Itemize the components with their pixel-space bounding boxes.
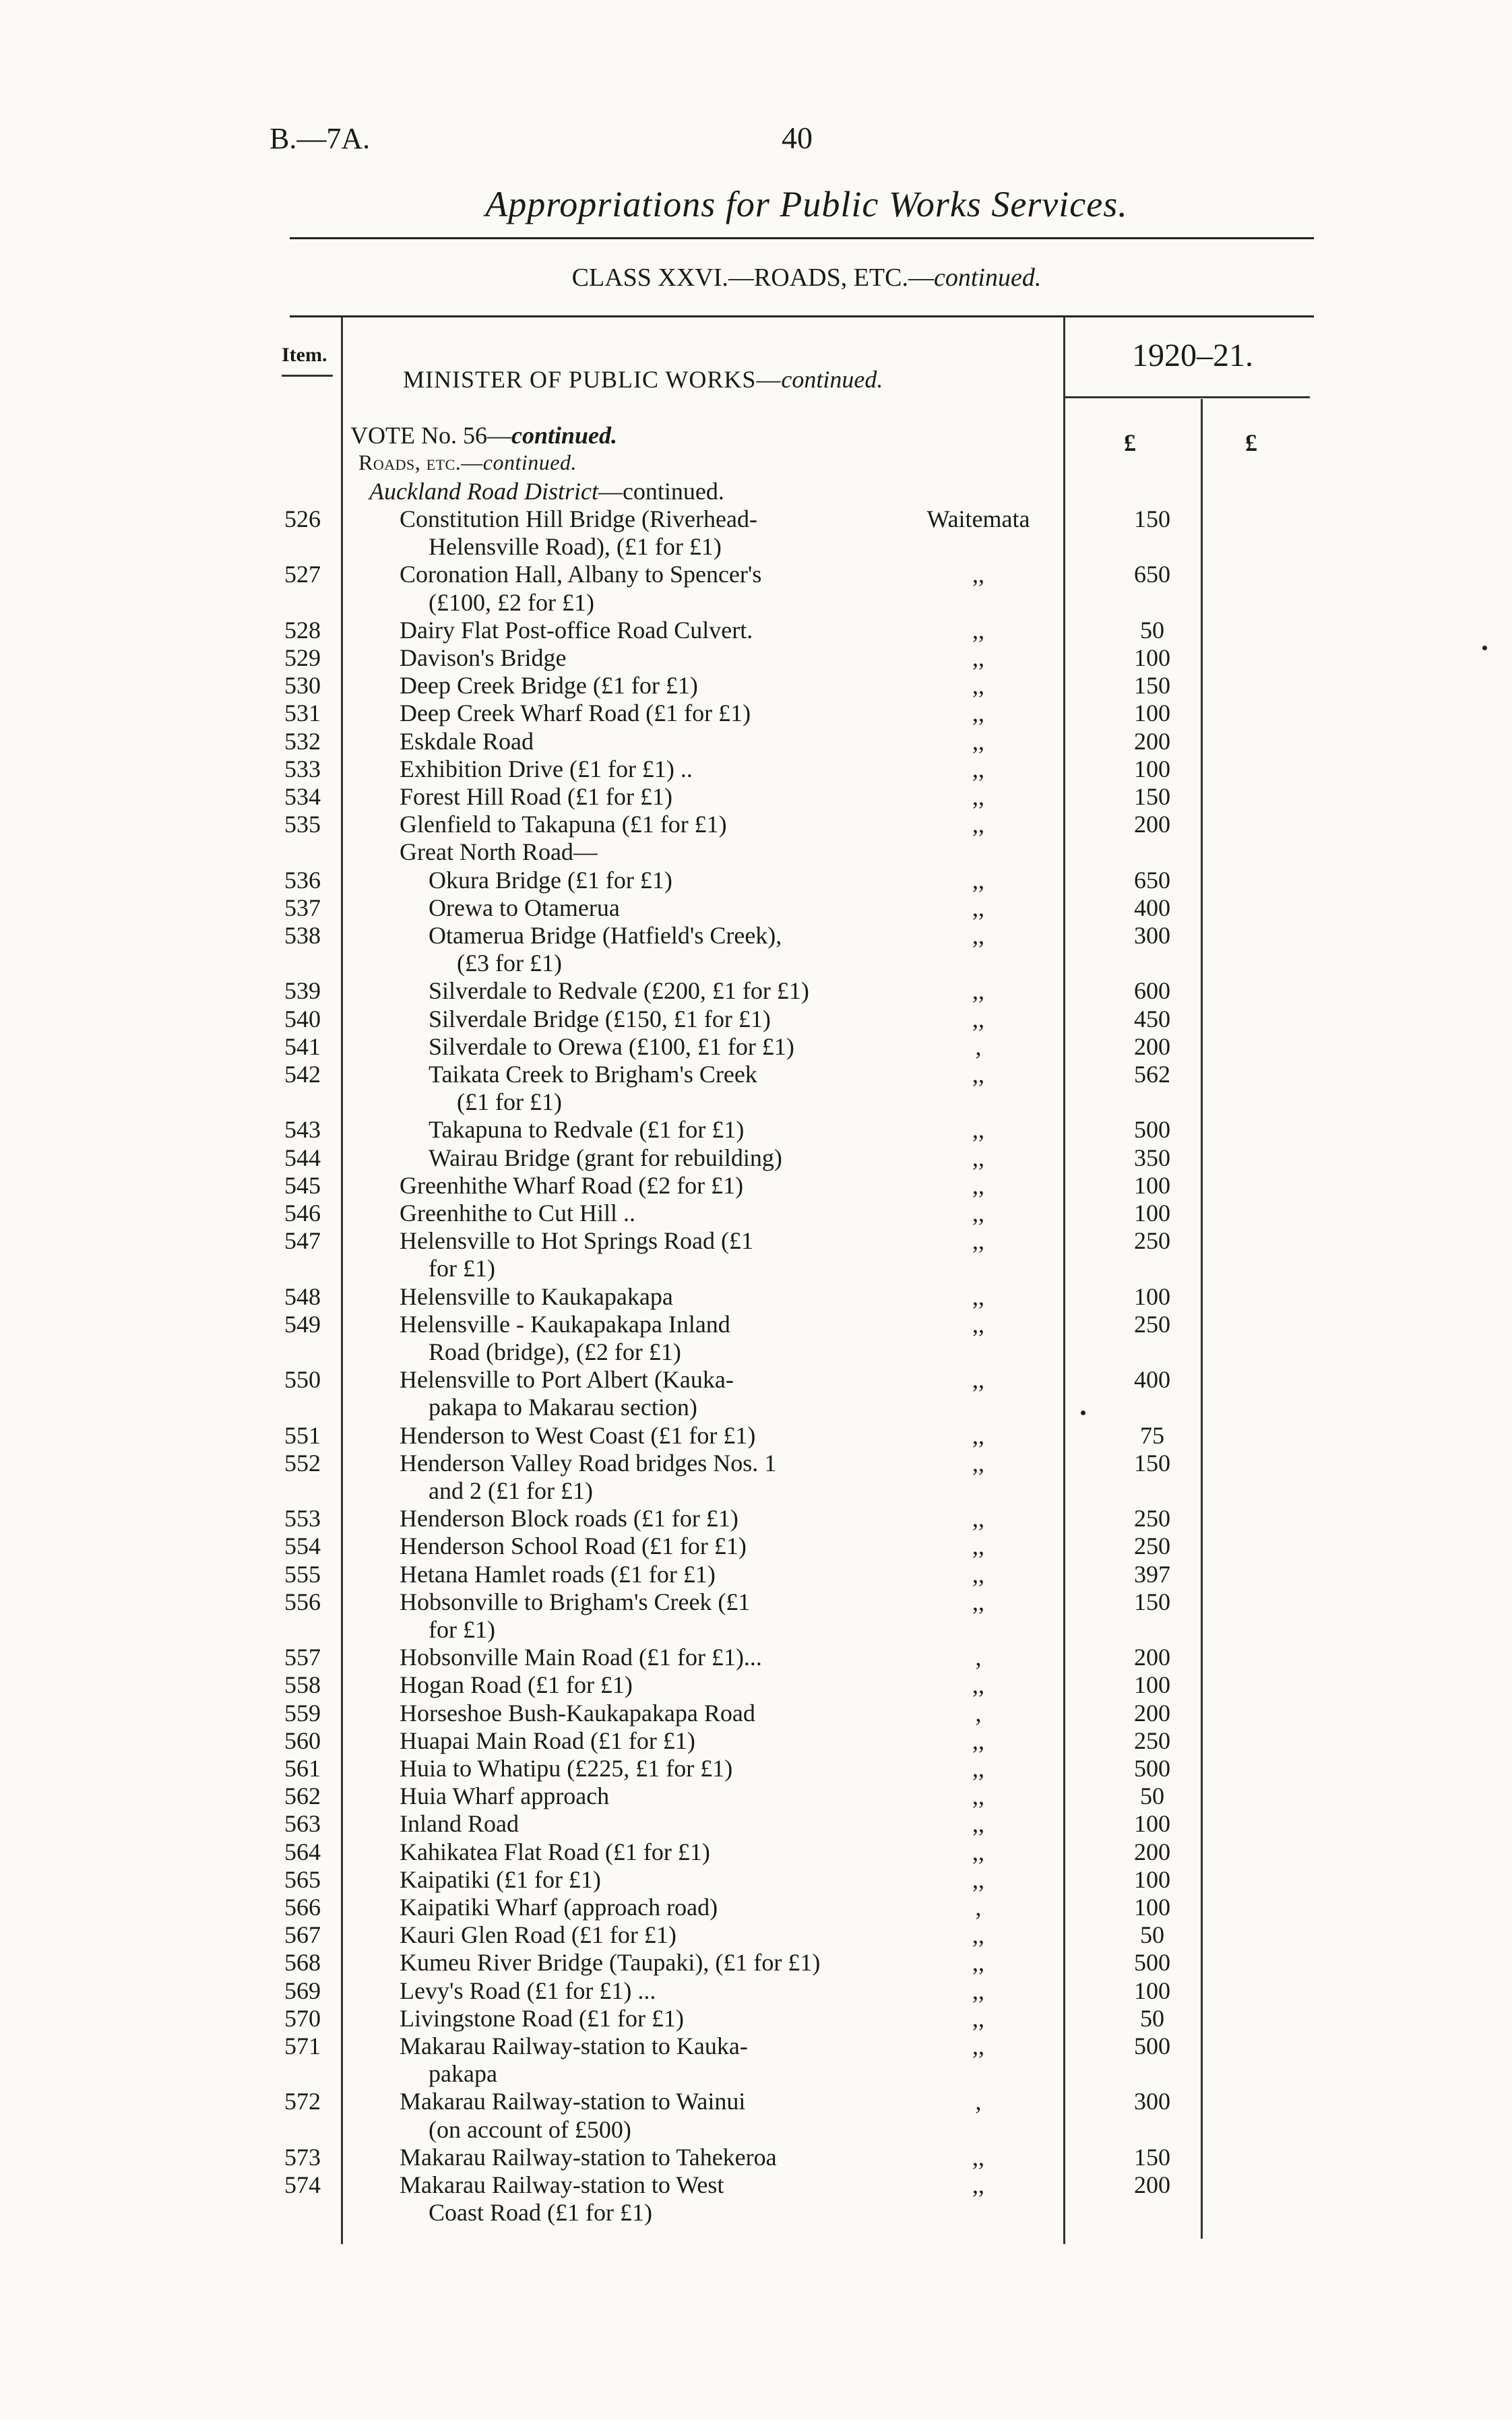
district-ditto: ,, (972, 1865, 984, 1893)
amount-value: 75 (1140, 1421, 1164, 1449)
vote-label: VOTE No. 56— (350, 422, 511, 449)
district-ditto: , (975, 1644, 982, 1671)
item-number: 565 (284, 1865, 321, 1893)
amount-value: 397 (1134, 1560, 1170, 1588)
item-description: Greenhithe to Cut Hill .. (400, 1200, 635, 1227)
item-description: Orewa to Otamerua (429, 894, 620, 921)
district-ditto: ,, (972, 1838, 984, 1865)
amount-value: 300 (1134, 922, 1170, 949)
district-ditto: ,, (972, 866, 984, 894)
item-description: Silverdale to Orewa (£100, £1 for £1) (429, 1032, 794, 1060)
item-number: 553 (284, 1505, 321, 1532)
item-number: 544 (284, 1144, 321, 1171)
page-speck (1081, 1410, 1085, 1415)
item-number: 526 (284, 505, 321, 532)
item-number: 546 (284, 1200, 321, 1227)
district-ditto: ,, (972, 1977, 984, 2004)
district-ditto: ,, (972, 644, 984, 671)
district-ditto: ,, (972, 2033, 984, 2059)
item-description: Hetana Hamlet roads (£1 for £1) (400, 1560, 716, 1588)
district-ditto: ,, (972, 2004, 984, 2032)
item-number: 536 (284, 866, 321, 894)
item-number: 531 (284, 700, 321, 727)
item-description-continued: for £1) (429, 1255, 495, 1282)
item-description: Horseshoe Bush-Kaukapakapa Road (400, 1699, 755, 1727)
amount-value: 100 (1134, 1671, 1170, 1699)
currency-symbol-2: £ (1245, 429, 1257, 456)
amount-column-divider (1063, 317, 1065, 2244)
district-ditto: ,, (972, 1171, 984, 1199)
item-description-continued: Coast Road (£1 for £1) (429, 2199, 652, 2227)
item-description: Kaipatiki Wharf (approach road) (400, 1894, 718, 1921)
district-ditto: ,, (972, 1144, 984, 1171)
item-column-divider (341, 317, 343, 2244)
item-number: 569 (284, 1977, 321, 2004)
district-ditto: ,, (972, 616, 984, 644)
item-description: Takapuna to Redvale (£1 for £1) (429, 1116, 745, 1144)
item-description: Kahikatea Flat Road (£1 for £1) (400, 1838, 710, 1865)
district-name: Auckland Road District (369, 478, 598, 505)
table-top-rule (290, 315, 1314, 317)
amount-value: 50 (1140, 1921, 1164, 1949)
district-heading (369, 477, 724, 505)
district-ditto: ,, (972, 1560, 984, 1588)
item-number: 539 (284, 977, 321, 1005)
item-description: Huia Wharf approach (400, 1782, 610, 1810)
item-description: Helensville to Port Albert (Kauka- (400, 1366, 734, 1394)
item-description: Henderson School Road (£1 for £1) (400, 1532, 747, 1560)
ministry-heading-main: MINISTER OF PUBLIC WORKS— (403, 366, 782, 393)
item-description: Makarau Railway-station to West (400, 2171, 724, 2198)
district-continued: —continued. (598, 478, 724, 505)
class-heading (0, 263, 1512, 292)
district-ditto: ,, (972, 1671, 984, 1699)
amount-value: 650 (1134, 561, 1170, 588)
amount-value: 100 (1134, 1865, 1170, 1893)
district-ditto: ,, (972, 1727, 984, 1754)
item-description-continued: pakapa to Makarau section) (429, 1394, 697, 1421)
district-ditto: ,, (972, 1366, 984, 1394)
item-number: 540 (284, 1005, 321, 1032)
item-description: Henderson Valley Road bridges Nos. 1 (400, 1449, 777, 1477)
document-reference: B.—7A. (270, 122, 371, 155)
item-description: Silverdale Bridge (£150, £1 for £1) (429, 1005, 771, 1032)
item-description: Deep Creek Wharf Road (£1 for £1) (400, 700, 751, 727)
amount-value: 100 (1134, 1282, 1170, 1310)
item-description: Levy's Road (£1 for £1) ... (400, 1977, 656, 2004)
amount-value: 350 (1134, 1144, 1170, 1171)
district-ditto: ,, (972, 1061, 984, 1088)
amount-value: 50 (1140, 616, 1164, 644)
item-number: 567 (284, 1921, 321, 1949)
page-title: Appropriations for Public Works Services. (485, 184, 1128, 224)
amount-value: 650 (1134, 866, 1170, 894)
item-number: 527 (284, 561, 321, 588)
district-ditto: ,, (972, 1588, 984, 1615)
item-number: 545 (284, 1171, 321, 1199)
item-number: 529 (284, 644, 321, 671)
item-number: 555 (284, 1560, 321, 1588)
amount-value: 100 (1134, 1200, 1170, 1227)
class-heading-continued: continued. (933, 263, 1042, 292)
amount-value: 100 (1134, 1977, 1170, 2004)
amount-value: 150 (1134, 2143, 1170, 2171)
district-ditto: , (975, 1894, 982, 1921)
item-description-continued: (£3 for £1) (457, 950, 562, 977)
item-description: Coronation Hall, Albany to Spencer's (400, 561, 762, 588)
district-ditto: ,, (972, 1921, 984, 1949)
district-ditto: ,, (972, 1755, 984, 1782)
item-number: 541 (284, 1032, 321, 1060)
title-rule (290, 237, 1314, 239)
item-number: 542 (284, 1061, 321, 1088)
district-ditto: Waitemata (926, 505, 1030, 532)
item-number: 562 (284, 1782, 321, 1810)
item-number: 551 (284, 1421, 321, 1449)
district-ditto: ,, (972, 2143, 984, 2171)
item-number: 571 (284, 2033, 321, 2059)
district-ditto: ,, (972, 1505, 984, 1532)
amount-value: 200 (1134, 1644, 1170, 1671)
amount-value: 500 (1134, 1949, 1170, 1977)
item-description: Makarau Railway-station to Tahekeroa (400, 2143, 777, 2171)
roads-label: Roads, etc.— (358, 450, 483, 474)
amount-value: 200 (1134, 727, 1170, 755)
item-number: 572 (284, 2088, 321, 2115)
district-ditto: ,, (972, 727, 984, 755)
item-number: 568 (284, 1949, 321, 1977)
item-description: Kumeu River Bridge (Taupaki), (£1 for £1) (400, 1949, 821, 1977)
item-number: 559 (284, 1699, 321, 1727)
item-description: Makarau Railway-station to Wainui (400, 2088, 746, 2115)
vote-heading (350, 421, 617, 449)
item-number: 556 (284, 1588, 321, 1615)
amount-value: 100 (1134, 1171, 1170, 1199)
item-description: Dairy Flat Post-office Road Culvert. (400, 616, 753, 644)
item-description: Hogan Road (£1 for £1) (400, 1671, 633, 1699)
district-ditto: ,, (972, 1949, 984, 1977)
amount-value: 500 (1134, 1755, 1170, 1782)
district-ditto: ,, (972, 1782, 984, 1810)
amount-value: 200 (1134, 1032, 1170, 1060)
item-number: 532 (284, 727, 321, 755)
amount-value: 100 (1134, 755, 1170, 782)
item-description-continued: (£100, £2 for £1) (429, 588, 594, 616)
amount-value: 500 (1134, 2033, 1170, 2059)
amount-value: 250 (1134, 1532, 1170, 1560)
item-description: Glenfield to Takapuna (£1 for £1) (400, 811, 727, 838)
amount-value: 100 (1134, 1894, 1170, 1921)
item-number: 530 (284, 672, 321, 700)
district-ditto: , (975, 1032, 982, 1060)
item-number: 552 (284, 1449, 321, 1477)
amount-value: 600 (1134, 977, 1170, 1005)
item-description-continued: for £1) (429, 1616, 495, 1643)
item-number: 548 (284, 1282, 321, 1310)
item-description: Wairau Bridge (grant for rebuilding) (429, 1144, 782, 1171)
item-column-header: Item. (282, 344, 327, 366)
item-description: Davison's Bridge (400, 644, 567, 671)
amount-value: 450 (1134, 1005, 1170, 1032)
district-ditto: ,, (972, 811, 984, 838)
district-ditto: ,, (972, 783, 984, 810)
district-ditto: ,, (972, 1449, 984, 1477)
item-description-continued: (on account of £500) (429, 2115, 631, 2143)
amount-value: 200 (1134, 811, 1170, 838)
class-heading-main: CLASS XXVI.—ROADS, ETC.— (571, 263, 934, 292)
item-number: 574 (284, 2171, 321, 2198)
item-number: 547 (284, 1227, 321, 1255)
item-number: 557 (284, 1644, 321, 1671)
amount-value: 500 (1134, 1116, 1170, 1144)
currency-symbol-1: £ (1124, 429, 1136, 456)
item-description: Makarau Railway-station to Kauka- (400, 2033, 748, 2059)
item-number: 550 (284, 1366, 321, 1394)
item-number: 549 (284, 1310, 321, 1338)
item-description: Great North Road— (400, 838, 598, 866)
item-number: 533 (284, 755, 321, 782)
item-number: 534 (284, 783, 321, 810)
item-number: 566 (284, 1894, 321, 1921)
amount-value: 100 (1134, 700, 1170, 727)
amount-value: 250 (1134, 1310, 1170, 1338)
item-number: 564 (284, 1838, 321, 1865)
district-ditto: ,, (972, 1005, 984, 1032)
item-description: Helensville - Kaukapakapa Inland (400, 1310, 730, 1338)
vote-continued: continued. (511, 422, 618, 449)
item-description: Eskdale Road (400, 727, 534, 755)
item-number: 573 (284, 2143, 321, 2171)
district-ditto: ,, (972, 1227, 984, 1255)
amount-value: 150 (1134, 1449, 1170, 1477)
district-ditto: ,, (972, 755, 984, 782)
page-speck (1482, 646, 1487, 650)
amount-value: 400 (1134, 894, 1170, 921)
item-number: 543 (284, 1116, 321, 1144)
district-ditto: ,, (972, 1532, 984, 1560)
item-number: 554 (284, 1532, 321, 1560)
amount-value: 150 (1134, 783, 1170, 810)
ministry-heading (403, 365, 883, 394)
amount-value: 200 (1134, 2171, 1170, 2198)
amount-value: 200 (1134, 1699, 1170, 1727)
amount-value: 562 (1134, 1061, 1170, 1088)
item-number: 563 (284, 1810, 321, 1838)
amount-value: 250 (1134, 1727, 1170, 1754)
item-description-continued: pakapa (429, 2060, 497, 2088)
district-ditto: ,, (972, 1810, 984, 1838)
item-description-continued: Road (bridge), (£2 for £1) (429, 1338, 681, 1365)
page-number: 40 (782, 121, 813, 155)
year-heading: 1920–21. (1132, 338, 1253, 373)
item-description: Taikata Creek to Brigham's Creek (429, 1061, 757, 1088)
amount-value: 50 (1140, 1782, 1164, 1810)
item-number: 537 (284, 894, 321, 921)
district-ditto: ,, (972, 1421, 984, 1449)
roads-subheading (358, 450, 577, 475)
item-header-rule (282, 375, 333, 377)
item-description: Exhibition Drive (£1 for £1) .. (400, 755, 693, 782)
item-description: Henderson Block roads (£1 for £1) (400, 1505, 738, 1532)
amount-value: 250 (1134, 1505, 1170, 1532)
ministry-heading-continued: continued. (781, 366, 883, 393)
item-description-continued: (£1 for £1) (457, 1088, 562, 1116)
amount-value: 250 (1134, 1227, 1170, 1255)
currency-column-divider (1201, 399, 1203, 2239)
district-ditto: ,, (972, 561, 984, 588)
amount-value: 150 (1134, 1588, 1170, 1615)
item-description: Forest Hill Road (£1 for £1) (400, 783, 672, 810)
item-description: Hobsonville to Brigham's Creek (£1 (400, 1588, 751, 1615)
item-description: Otamerua Bridge (Hatfield's Creek), (429, 922, 782, 949)
item-description: Livingstone Road (£1 for £1) (400, 2004, 684, 2032)
amount-value: 200 (1134, 1838, 1170, 1865)
item-description: Deep Creek Bridge (£1 for £1) (400, 672, 698, 700)
district-ditto: ,, (972, 700, 984, 727)
item-description: Greenhithe Wharf Road (£2 for £1) (400, 1171, 744, 1199)
item-number: 538 (284, 922, 321, 949)
item-description: Kauri Glen Road (£1 for £1) (400, 1921, 676, 1949)
item-description: Okura Bridge (£1 for £1) (429, 866, 672, 894)
item-description: Helensville to Kaukapakapa (400, 1282, 673, 1310)
item-description: Hobsonville Main Road (£1 for £1)... (400, 1644, 762, 1671)
amount-value: 150 (1134, 505, 1170, 532)
district-ditto: ,, (972, 1200, 984, 1227)
district-ditto: , (975, 2088, 982, 2115)
item-description-continued: and 2 (£1 for £1) (429, 1477, 593, 1504)
district-ditto: ,, (972, 1116, 984, 1144)
item-description: Inland Road (400, 1810, 519, 1838)
item-description: Huia to Whatipu (£225, £1 for £1) (400, 1755, 733, 1782)
roads-continued: continued. (482, 450, 577, 474)
amount-value: 300 (1134, 2088, 1170, 2115)
district-ditto: ,, (972, 894, 984, 921)
district-ditto: ,, (972, 2171, 984, 2198)
district-ditto: ,, (972, 977, 984, 1005)
district-ditto: ,, (972, 922, 984, 949)
amount-value: 100 (1134, 644, 1170, 671)
item-number: 528 (284, 616, 321, 644)
item-description: Henderson to West Coast (£1 for £1) (400, 1421, 756, 1449)
amount-value: 100 (1134, 1810, 1170, 1838)
item-number: 558 (284, 1671, 321, 1699)
amount-value: 150 (1134, 672, 1170, 700)
item-description: Kaipatiki (£1 for £1) (400, 1865, 601, 1893)
item-number: 570 (284, 2004, 321, 2032)
item-number: 535 (284, 811, 321, 838)
amount-value: 400 (1134, 1366, 1170, 1394)
item-description: Helensville to Hot Springs Road (£1 (400, 1227, 753, 1255)
district-ditto: ,, (972, 1282, 984, 1310)
item-description: Constitution Hill Bridge (Riverhead- (400, 505, 757, 532)
item-description: Silverdale to Redvale (£200, £1 for £1) (429, 977, 809, 1005)
amount-value: 50 (1140, 2004, 1164, 2032)
district-ditto: ,, (972, 672, 984, 700)
district-ditto: ,, (972, 1310, 984, 1338)
district-ditto: , (975, 1699, 982, 1727)
item-number: 561 (284, 1755, 321, 1782)
item-description: Huapai Main Road (£1 for £1) (400, 1727, 695, 1754)
item-description-continued: Helensville Road), (£1 for £1) (429, 533, 722, 561)
item-number: 560 (284, 1727, 321, 1754)
year-header-rule (1063, 396, 1310, 398)
